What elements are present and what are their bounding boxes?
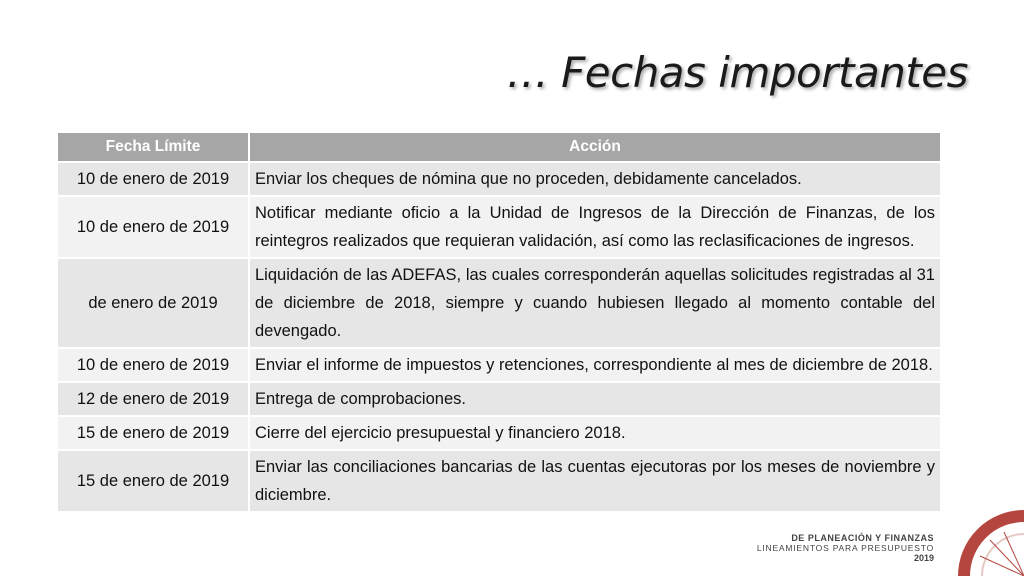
slide-title: … Fechas importantes bbox=[506, 48, 968, 97]
row-date: de enero de 2019 bbox=[58, 258, 249, 348]
footer-logo-text bbox=[757, 533, 934, 563]
row-date: 15 de enero de 2019 bbox=[58, 416, 249, 450]
table-row bbox=[58, 348, 941, 382]
logo-line-2: LINEAMIENTOS PARA PRESUPUESTO bbox=[756, 543, 934, 553]
logo-arc-icon bbox=[944, 496, 1024, 576]
header-fecha-limite: Fecha Límite bbox=[58, 133, 249, 162]
table-row bbox=[58, 416, 941, 450]
header-accion: Acción bbox=[249, 133, 941, 162]
row-action: Enviar las conciliaciones bancarias de las cuentas ejecutoras por los meses de noviembre y diciembre. bbox=[249, 450, 941, 512]
row-action: Enviar los cheques de nómina que no proceden, debidamente cancelados. bbox=[249, 162, 941, 196]
table-header-row bbox=[58, 133, 941, 162]
row-action: Entrega de comprobaciones. bbox=[249, 382, 941, 416]
row-action: Cierre del ejercicio presupuestal y financiero 2018. bbox=[249, 416, 941, 450]
row-action: Enviar el informe de impuestos y retenciones, correspondiente al mes de diciembre de 2018. bbox=[249, 348, 941, 382]
deadlines-table bbox=[58, 133, 942, 513]
table-row bbox=[58, 162, 941, 196]
logo-line-3: 2019 bbox=[913, 553, 934, 563]
table-row bbox=[58, 196, 941, 258]
row-date: 10 de enero de 2019 bbox=[58, 348, 249, 382]
row-action: Notificar mediante oficio a la Unidad de Ingresos de la Dirección de Finanzas, de los reintegros realizados que requieran validación, así como las reclasificaciones de ingresos. bbox=[249, 196, 941, 258]
row-date: 15 de enero de 2019 bbox=[58, 450, 249, 512]
logo-line-1: DE PLANEACIÓN Y FINANZAS bbox=[791, 533, 934, 543]
row-date: 10 de enero de 2019 bbox=[58, 196, 249, 258]
table-row bbox=[58, 450, 941, 512]
row-action: Liquidación de las ADEFAS, las cuales corresponderán aquellas solicitudes registradas al 31 de diciembre de 2018, siempre y cuando hubiesen llegado al momento contable del devengado. bbox=[249, 258, 941, 348]
table-row bbox=[58, 258, 941, 348]
row-date: 12 de enero de 2019 bbox=[58, 382, 249, 416]
table-row bbox=[58, 382, 941, 416]
row-date: 10 de enero de 2019 bbox=[58, 162, 249, 196]
